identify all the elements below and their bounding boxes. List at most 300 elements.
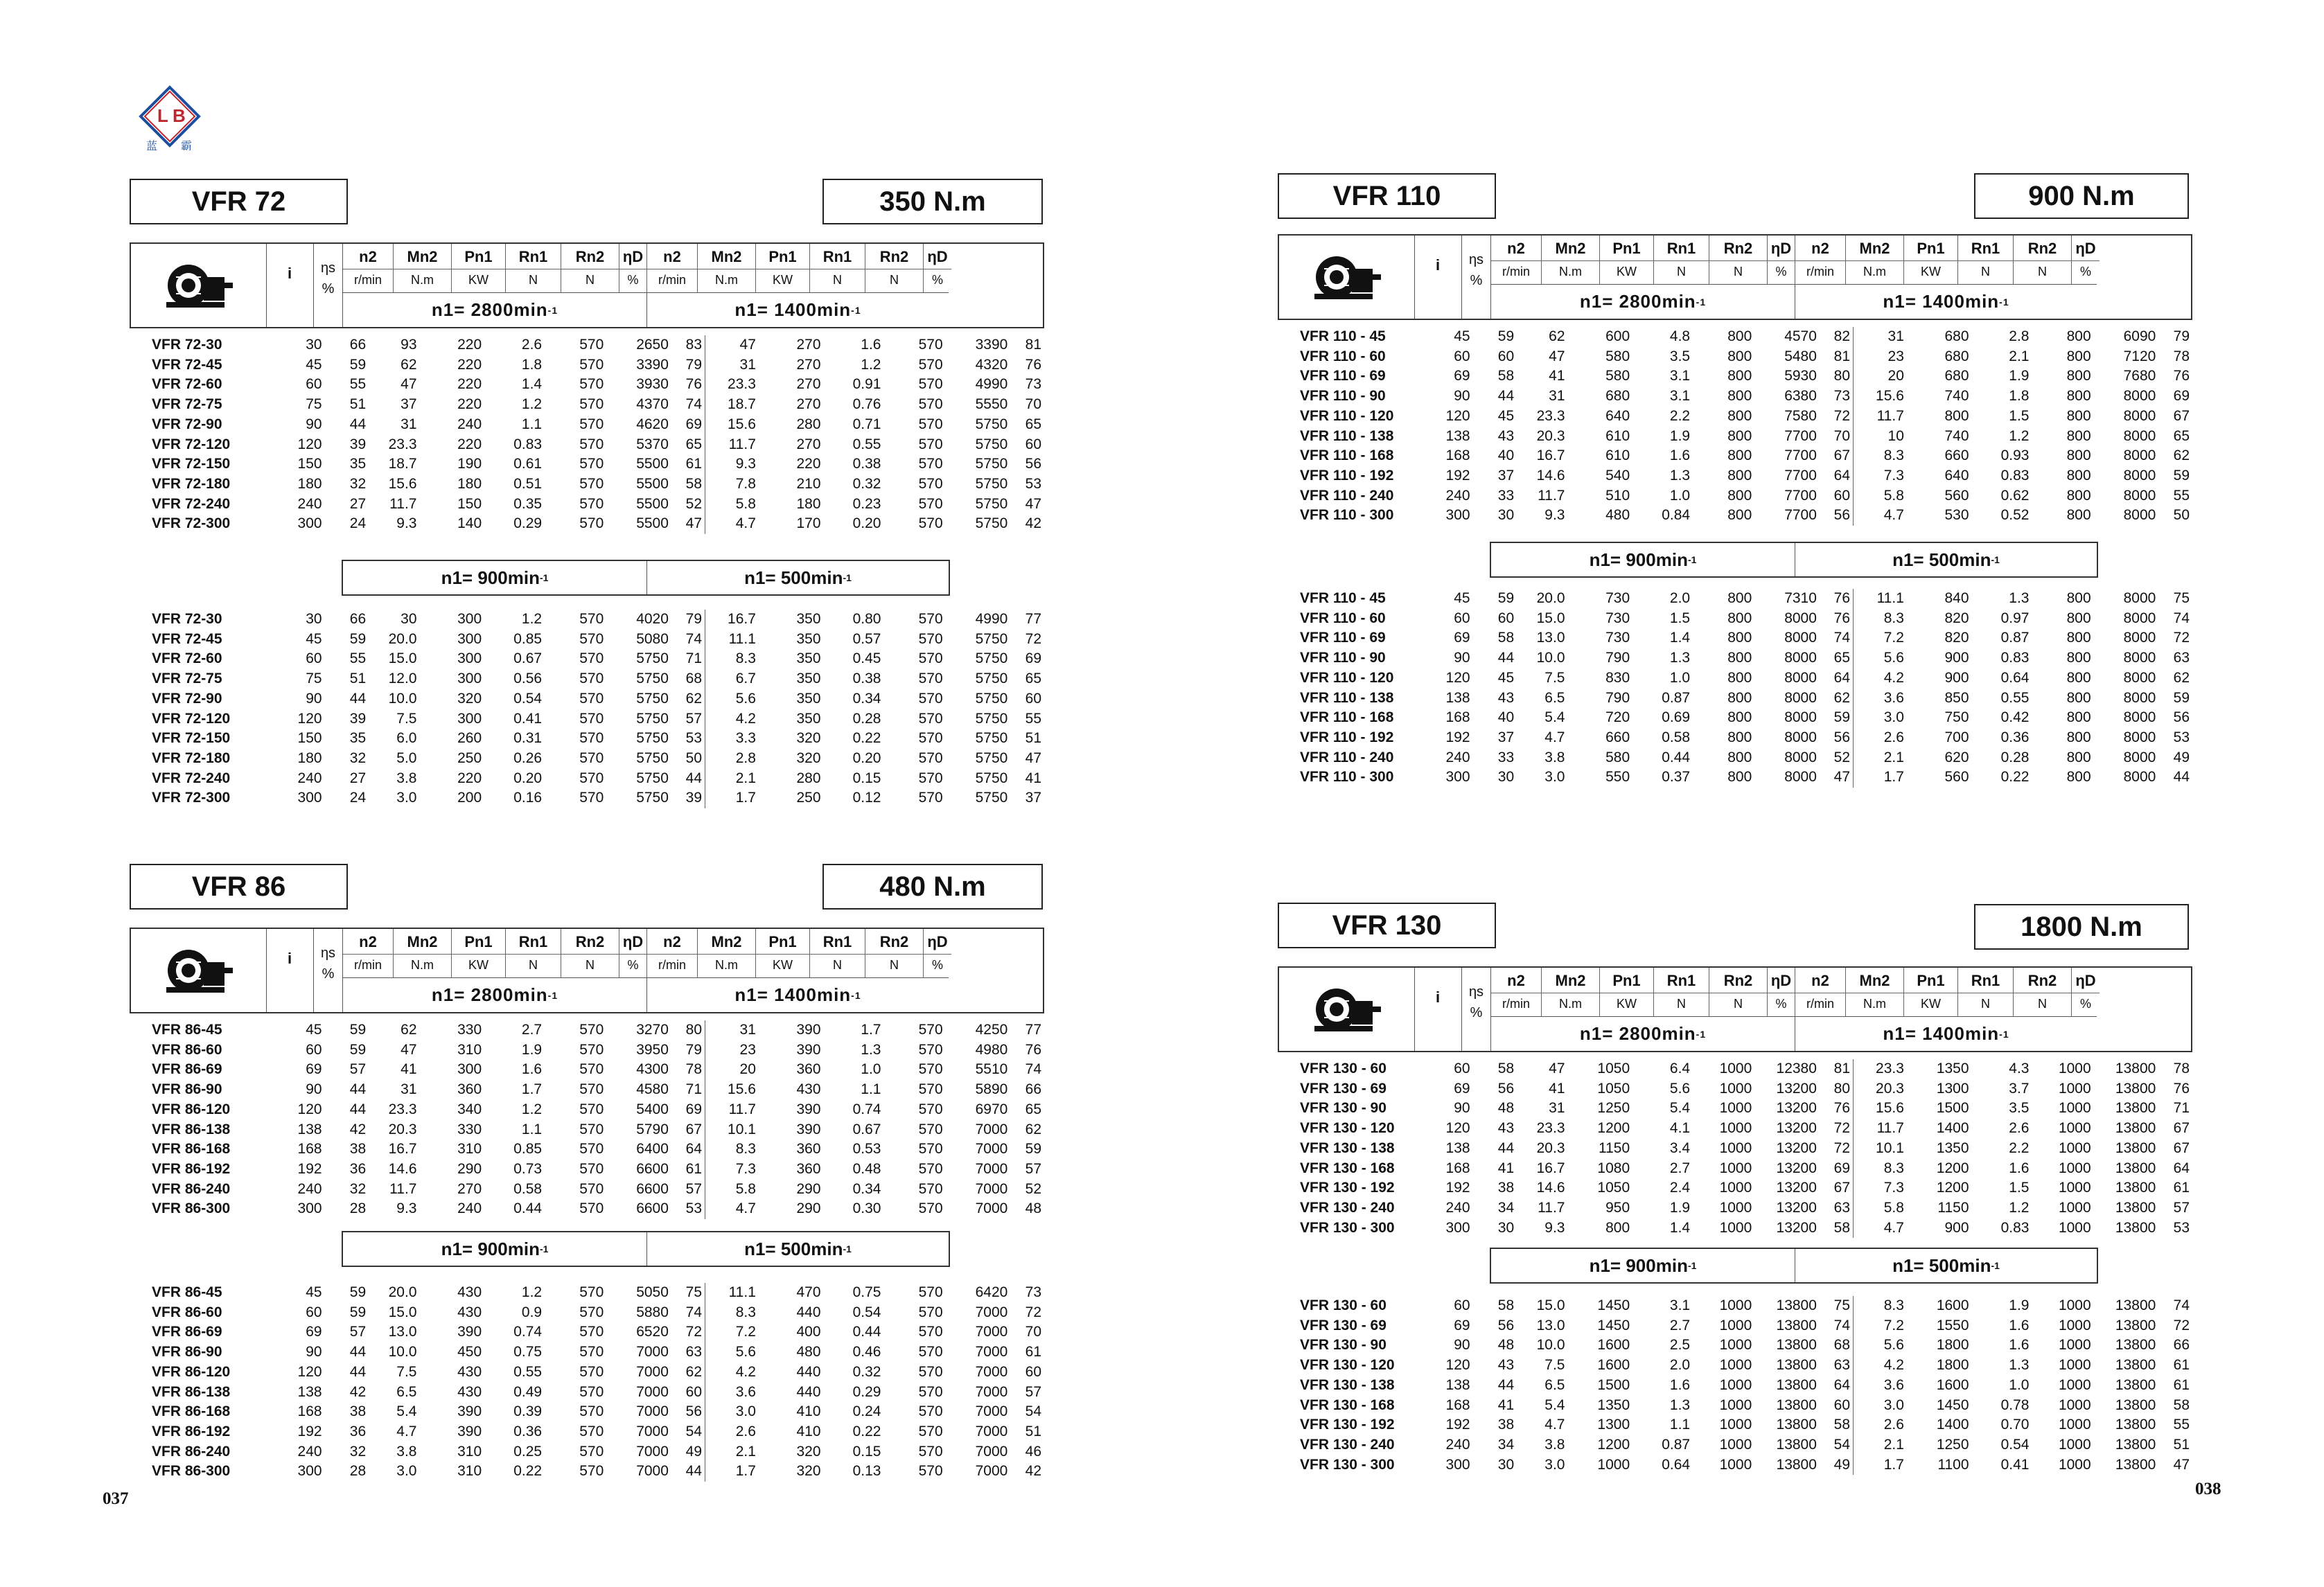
value-cell: 430 — [457, 1363, 482, 1380]
table-row — [130, 1060, 1044, 1080]
column-header: Mn2 N.m — [1542, 236, 1600, 284]
value-cell: 7.5 — [396, 710, 417, 727]
model-cell: VFR 86-120 — [152, 1363, 231, 1380]
value-cell: 44 — [349, 1344, 367, 1360]
value-cell: 13200 — [1776, 1080, 1817, 1097]
value-cell: 1.4 — [1669, 1219, 1691, 1236]
model-cell: VFR 86-300 — [152, 1200, 231, 1217]
value-cell: 8000 — [2123, 749, 2156, 765]
value-cell: 5370 — [636, 436, 669, 452]
model-title: VFR 130 — [1278, 903, 1496, 948]
value-cell: 570 — [579, 1463, 604, 1480]
input-speed-1400: n1= 1400min -1 — [647, 977, 949, 1012]
value-cell: 350 — [796, 671, 821, 687]
gearbox-icon — [161, 256, 237, 315]
value-cell: 0.25 — [513, 1443, 543, 1460]
value-cell: 3.1 — [1669, 388, 1691, 405]
value-cell: 570 — [579, 730, 604, 747]
value-cell: 1050 — [1597, 1180, 1630, 1196]
value-cell: 570 — [918, 790, 943, 806]
value-cell: 51 — [2173, 1436, 2190, 1453]
value-cell: 11.7 — [1854, 1119, 1910, 1139]
value-cell: 81 — [1025, 337, 1041, 353]
table-row — [130, 1422, 1044, 1442]
model-cell: VFR 110 - 120 — [1300, 669, 1394, 686]
value-cell: 830 — [1605, 669, 1630, 686]
value-cell: 8000 — [2123, 427, 2156, 444]
value-cell: 7000 — [975, 1180, 1008, 1197]
value-cell: 60 — [1025, 436, 1041, 452]
column-header: Mn2 N.m — [394, 929, 452, 977]
value-cell: 800 — [2066, 427, 2091, 444]
value-cell: 0.70 — [2000, 1417, 2030, 1433]
value-cell: 62 — [400, 1022, 417, 1038]
value-cell: 1000 — [1719, 1140, 1752, 1156]
value-cell: 66 — [1025, 1081, 1041, 1098]
table-row — [130, 1442, 1044, 1462]
value-cell: 150 — [297, 456, 322, 472]
value-cell: 0.67 — [513, 650, 543, 667]
value-cell: 1.3 — [861, 1041, 881, 1058]
value-cell: 750 — [1944, 709, 1969, 726]
value-cell: 65 — [1025, 416, 1041, 432]
value-cell: 3.8 — [1544, 1436, 1565, 1453]
table-row — [130, 729, 1044, 749]
value-cell: 71 — [685, 650, 703, 667]
value-cell: 1.2 — [521, 1101, 543, 1117]
value-cell: 5750 — [975, 690, 1008, 707]
value-cell: 1.6 — [861, 337, 881, 353]
value-cell: 7700 — [1784, 467, 1817, 484]
value-cell: 39 — [349, 710, 367, 727]
value-cell: 8000 — [2123, 407, 2156, 424]
value-cell: 820 — [1944, 610, 1969, 626]
value-cell: 800 — [1727, 610, 1752, 626]
value-cell: 7000 — [975, 1443, 1008, 1460]
value-cell: 53 — [1025, 475, 1041, 492]
value-cell: 300 — [457, 1061, 482, 1078]
value-cell: 11.7 — [1854, 407, 1910, 427]
value-cell: 34 — [1497, 1199, 1515, 1216]
value-cell: 62 — [1025, 1121, 1041, 1137]
value-cell: 300 — [1445, 769, 1470, 786]
value-cell: 30 — [1497, 507, 1515, 524]
value-cell: 3.0 — [1544, 769, 1565, 786]
model-cell: VFR 72-240 — [152, 770, 231, 786]
rated-torque: 1800 N.m — [1974, 904, 2189, 950]
value-cell: 41 — [1549, 368, 1565, 384]
value-cell: 32 — [349, 1443, 367, 1460]
value-cell: 360 — [796, 1061, 821, 1078]
table-row — [1278, 1159, 2192, 1179]
value-cell: 59 — [349, 356, 367, 373]
value-cell: 0.55 — [513, 1363, 543, 1380]
value-cell: 83 — [685, 337, 703, 353]
gearbox-icon — [1309, 980, 1385, 1039]
value-cell: 1.8 — [2009, 388, 2030, 405]
value-cell: 63 — [685, 1344, 703, 1360]
value-cell: 570 — [918, 1101, 943, 1117]
value-cell: 42 — [349, 1121, 367, 1137]
value-cell: 390 — [796, 1022, 821, 1038]
value-cell: 1450 — [1597, 1297, 1630, 1313]
value-cell: 570 — [579, 1141, 604, 1158]
value-cell: 57 — [1025, 1383, 1041, 1400]
value-cell: 570 — [918, 1121, 943, 1137]
value-cell: 57 — [2173, 1199, 2190, 1216]
value-cell: 570 — [918, 1200, 943, 1217]
value-cell: 5.8 — [705, 495, 762, 515]
value-cell: 62 — [400, 356, 417, 373]
table-row — [130, 1402, 1044, 1422]
value-cell: 4.2 — [1854, 1356, 1910, 1376]
value-cell: 71 — [685, 1081, 703, 1098]
value-cell: 0.34 — [852, 1180, 881, 1197]
value-cell: 0.55 — [2000, 689, 2030, 706]
model-cell: VFR 86-69 — [152, 1324, 222, 1340]
value-cell: 5750 — [975, 630, 1008, 647]
table-row — [1278, 1435, 2192, 1455]
value-cell: 180 — [457, 475, 482, 492]
value-cell: 60 — [1454, 1061, 1470, 1076]
rated-torque: 900 N.m — [1974, 173, 2189, 219]
value-cell: 90 — [1454, 1100, 1470, 1117]
value-cell: 6600 — [636, 1160, 669, 1177]
value-cell: 90 — [1454, 388, 1470, 405]
value-cell: 0.13 — [852, 1463, 881, 1480]
value-cell: 450 — [457, 1344, 482, 1360]
value-cell: 59 — [2173, 467, 2190, 484]
value-cell: 570 — [579, 356, 604, 373]
value-cell: 60 — [1497, 610, 1515, 626]
value-cell: 3.1 — [1669, 368, 1691, 384]
value-cell: 37 — [400, 396, 417, 413]
value-cell: 42 — [1025, 515, 1041, 532]
value-cell: 138 — [1445, 1140, 1470, 1156]
value-cell: 0.73 — [513, 1160, 543, 1177]
value-cell: 140 — [457, 515, 482, 532]
value-cell: 1.2 — [2009, 1199, 2030, 1216]
value-cell: 13800 — [2115, 1397, 2156, 1413]
value-cell: 1600 — [1597, 1337, 1630, 1354]
value-cell: 47 — [1025, 750, 1041, 766]
value-cell: 800 — [1944, 407, 1969, 424]
value-cell: 14.6 — [1536, 467, 1565, 484]
value-cell: 730 — [1605, 590, 1630, 606]
value-cell: 800 — [2066, 630, 2091, 646]
value-cell: 60 — [306, 650, 322, 667]
value-cell: 5750 — [975, 650, 1008, 667]
value-cell: 2.1 — [1854, 1435, 1910, 1455]
value-cell: 8000 — [2123, 507, 2156, 524]
value-cell: 800 — [2066, 467, 2091, 484]
value-cell: 38 — [349, 1141, 367, 1158]
data-table-block2 — [1278, 1296, 2192, 1475]
value-cell: 0.54 — [2000, 1436, 2030, 1453]
value-cell: 48 — [1497, 1337, 1515, 1354]
value-cell: 7.5 — [396, 1363, 417, 1380]
value-cell: 4020 — [636, 611, 669, 627]
column-header: Rn2 N — [1709, 236, 1768, 284]
value-cell: 47 — [685, 515, 703, 532]
value-cell: 0.45 — [852, 650, 881, 667]
value-cell: 72 — [2173, 1317, 2190, 1333]
value-cell: 1200 — [1597, 1436, 1630, 1453]
value-cell: 15.0 — [1536, 1297, 1565, 1313]
value-cell: 75 — [306, 671, 322, 687]
value-cell: 0.52 — [2000, 507, 2030, 524]
value-cell: 0.74 — [852, 1101, 881, 1117]
table-row — [1278, 506, 2192, 526]
column-header: Rn1 N — [810, 929, 865, 977]
value-cell: 63 — [1833, 1199, 1851, 1216]
value-cell: 240 — [457, 416, 482, 432]
value-cell: 23.3 — [705, 375, 762, 395]
value-cell: 1080 — [1597, 1160, 1630, 1176]
value-cell: 200 — [457, 790, 482, 806]
value-cell: 57 — [349, 1324, 367, 1340]
value-cell: 1.2 — [521, 1284, 543, 1300]
value-cell: 1050 — [1597, 1080, 1630, 1097]
value-cell: 800 — [2066, 328, 2091, 344]
value-cell: 220 — [457, 770, 482, 786]
value-cell: 8000 — [2123, 590, 2156, 606]
value-cell: 5500 — [636, 456, 669, 472]
value-cell: 1.3 — [2009, 1357, 2030, 1374]
ratio-header: i — [266, 929, 314, 1012]
table-row — [130, 1020, 1044, 1040]
value-cell: 41 — [1497, 1397, 1515, 1413]
value-cell: 0.20 — [513, 770, 543, 786]
value-cell: 7.5 — [1544, 1357, 1565, 1374]
value-cell: 60 — [1833, 1397, 1851, 1413]
value-cell: 800 — [1727, 388, 1752, 405]
table-row — [1278, 1099, 2192, 1119]
value-cell: 0.41 — [513, 710, 543, 727]
value-cell: 310 — [457, 1463, 482, 1480]
value-cell: 65 — [1025, 671, 1041, 687]
value-cell: 1350 — [1597, 1397, 1630, 1413]
value-cell: 7000 — [636, 1383, 669, 1400]
table-row — [1278, 628, 2192, 648]
model-cell: VFR 72-30 — [152, 337, 222, 353]
value-cell: 44 — [1497, 388, 1515, 405]
value-cell: 210 — [796, 475, 821, 492]
value-cell: 62 — [685, 690, 703, 707]
value-cell: 9.3 — [1544, 507, 1565, 524]
value-cell: 4320 — [975, 356, 1008, 373]
value-cell: 75 — [306, 396, 322, 413]
value-cell: 8000 — [2123, 729, 2156, 745]
value-cell: 1200 — [1597, 1120, 1630, 1137]
value-cell: 1000 — [2058, 1337, 2091, 1354]
value-cell: 5.6 — [705, 689, 762, 709]
value-cell: 570 — [918, 710, 943, 727]
value-cell: 13800 — [2115, 1160, 2156, 1176]
table-row — [130, 495, 1044, 515]
value-cell: 950 — [1605, 1199, 1630, 1216]
model-cell: VFR 130 - 138 — [1300, 1140, 1395, 1156]
value-cell: 5930 — [1784, 368, 1817, 384]
table-row — [130, 1140, 1044, 1160]
value-cell: 570 — [918, 1041, 943, 1058]
value-cell: 0.75 — [852, 1284, 881, 1300]
value-cell: 0.87 — [1662, 1436, 1691, 1453]
value-cell: 680 — [1944, 368, 1969, 384]
value-cell: 59 — [349, 1284, 367, 1300]
model-cell: VFR 72-75 — [152, 671, 222, 687]
value-cell: 81 — [1833, 348, 1851, 364]
value-cell: 80 — [685, 1022, 703, 1038]
low-speed-header — [1490, 542, 2098, 578]
value-cell: 8.3 — [705, 1303, 762, 1323]
value-cell: 430 — [457, 1284, 482, 1300]
table-row — [130, 1180, 1044, 1200]
value-cell: 740 — [1944, 427, 1969, 444]
value-cell: 1000 — [2058, 1456, 2091, 1473]
value-cell: 59 — [1833, 709, 1851, 726]
column-header: Pn1 KW — [1600, 968, 1654, 1016]
column-header: Rn2 N — [561, 929, 619, 977]
value-cell: 13.0 — [388, 1324, 417, 1340]
value-cell: 74 — [1833, 630, 1851, 646]
value-cell: 0.54 — [852, 1304, 881, 1320]
value-cell: 7000 — [975, 1304, 1008, 1320]
table-header — [1278, 234, 2192, 320]
value-cell: 290 — [796, 1200, 821, 1217]
value-cell: 360 — [457, 1081, 482, 1098]
value-cell: 570 — [579, 1121, 604, 1137]
data-table-block2 — [130, 1283, 1044, 1482]
column-header: n2 r/min — [647, 244, 698, 292]
column-header: Rn1 N — [1958, 968, 2014, 1016]
value-cell: 390 — [457, 1403, 482, 1420]
value-cell: 72 — [1833, 1140, 1851, 1156]
value-cell: 3.0 — [396, 790, 417, 806]
value-cell: 2.7 — [521, 1022, 543, 1038]
value-cell: 4.7 — [396, 1423, 417, 1439]
table-row — [1278, 1139, 2192, 1159]
value-cell: 350 — [796, 611, 821, 627]
value-cell: 570 — [579, 1324, 604, 1340]
column-header: n2 r/min — [1491, 236, 1542, 284]
value-cell: 79 — [685, 611, 703, 627]
table-header — [130, 242, 1044, 328]
value-cell: 0.34 — [852, 690, 881, 707]
value-cell: 240 — [457, 1200, 482, 1217]
value-cell: 570 — [918, 1141, 943, 1158]
ratio-header: i — [266, 244, 314, 327]
value-cell: 1000 — [1719, 1100, 1752, 1117]
value-cell: 8000 — [1784, 729, 1817, 745]
input-speed-2800: n1= 2800min -1 — [343, 977, 647, 1012]
value-cell: 74 — [685, 1304, 703, 1320]
value-cell: 440 — [796, 1363, 821, 1380]
value-cell: 320 — [796, 750, 821, 766]
value-cell: 1150 — [1598, 1140, 1630, 1156]
model-cell: VFR 130 - 60 — [1300, 1297, 1387, 1313]
value-cell: 23 — [705, 1040, 762, 1061]
value-cell: 4580 — [636, 1081, 669, 1098]
value-cell: 510 — [1605, 487, 1630, 504]
value-cell: 1.3 — [2009, 590, 2030, 606]
model-title: VFR 110 — [1278, 173, 1496, 219]
column-header: Pn1 KW — [756, 929, 810, 977]
column-header: n2 r/min — [343, 244, 394, 292]
value-cell: 7000 — [975, 1363, 1008, 1380]
value-cell: 138 — [1445, 689, 1470, 706]
value-cell: 0.85 — [513, 1141, 543, 1158]
value-cell: 47 — [400, 376, 417, 393]
value-cell: 5.0 — [396, 750, 417, 766]
value-cell: 78 — [2173, 1061, 2190, 1076]
value-cell: 0.58 — [513, 1180, 543, 1197]
value-cell: 2.1 — [1854, 748, 1910, 768]
value-cell: 330 — [457, 1121, 482, 1137]
value-cell: 1000 — [1719, 1061, 1752, 1076]
value-cell: 790 — [1605, 689, 1630, 706]
value-cell: 3930 — [636, 376, 669, 393]
model-cell: VFR 130 - 69 — [1300, 1317, 1387, 1333]
svg-text:B: B — [173, 105, 186, 126]
value-cell: 900 — [1944, 669, 1969, 686]
value-cell: 430 — [796, 1081, 821, 1098]
value-cell: 66 — [2173, 1337, 2190, 1354]
input-speed-900: n1= 900min -1 — [343, 1232, 647, 1266]
value-cell: 570 — [579, 1284, 604, 1300]
value-cell: 4.2 — [1854, 668, 1910, 689]
model-cell: VFR 72-30 — [152, 611, 222, 627]
model-title: VFR 86 — [130, 864, 348, 910]
value-cell: 15.6 — [1854, 1099, 1910, 1119]
value-cell: 8000 — [1784, 709, 1817, 726]
model-cell: VFR 72-180 — [152, 750, 231, 766]
model-cell: VFR 130 - 120 — [1300, 1120, 1395, 1137]
value-cell: 13200 — [1776, 1160, 1817, 1176]
value-cell: 72 — [1833, 407, 1851, 424]
value-cell: 8000 — [2123, 388, 2156, 405]
value-cell: 77 — [1025, 611, 1041, 627]
value-cell: 6600 — [636, 1180, 669, 1197]
table-header — [130, 928, 1044, 1013]
value-cell: 5750 — [975, 416, 1008, 432]
model-cell: VFR 110 - 69 — [1300, 630, 1386, 646]
value-cell: 800 — [1727, 348, 1752, 364]
value-cell: 470 — [796, 1284, 821, 1300]
value-cell: 5550 — [975, 396, 1008, 413]
value-cell: 0.64 — [2000, 669, 2030, 686]
value-cell: 0.48 — [852, 1160, 881, 1177]
value-cell: 44 — [349, 416, 367, 432]
value-cell: 45 — [306, 1022, 322, 1038]
value-cell: 0.57 — [852, 630, 881, 647]
value-cell: 1000 — [1719, 1297, 1752, 1313]
value-cell: 42 — [1025, 1463, 1041, 1480]
value-cell: 260 — [457, 730, 482, 747]
value-cell: 800 — [2066, 447, 2091, 464]
value-cell: 2.6 — [705, 1422, 762, 1442]
value-cell: 0.29 — [852, 1383, 881, 1400]
value-cell: 13800 — [2115, 1436, 2156, 1453]
value-cell: 11.7 — [389, 495, 417, 512]
value-cell: 270 — [796, 436, 821, 452]
input-speed-500: n1= 500min -1 — [1892, 549, 2000, 570]
value-cell: 4990 — [975, 611, 1008, 627]
value-cell: 13800 — [2115, 1061, 2156, 1076]
value-cell: 3950 — [636, 1041, 669, 1058]
value-cell: 53 — [2173, 729, 2190, 745]
value-cell: 13800 — [2115, 1080, 2156, 1097]
